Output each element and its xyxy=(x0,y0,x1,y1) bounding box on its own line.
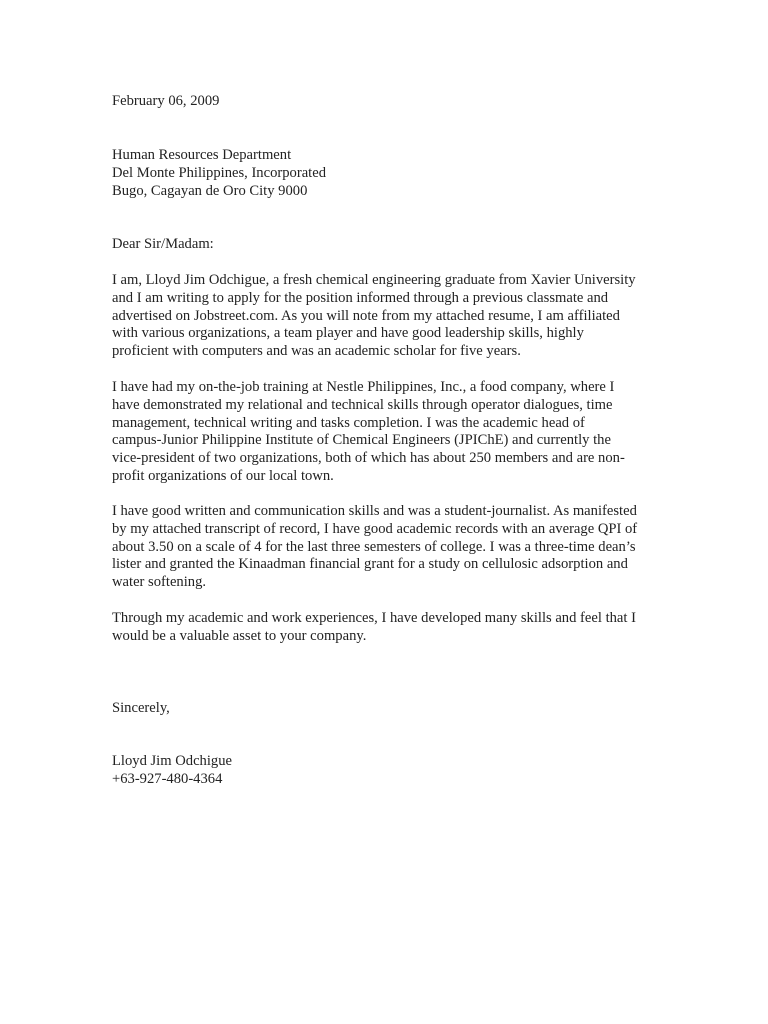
paragraph-line: by my attached transcript of record, I have good academic records with an average QPI of xyxy=(112,520,638,537)
paragraph-line: vice-president of two organizations, both of which has about 250 members and are non- xyxy=(112,450,625,467)
paragraph-line: with various organizations, a team player and have good leadership skills, highly xyxy=(112,325,584,342)
paragraph-introduction xyxy=(112,272,636,361)
paragraph-line: about 3.50 on a scale of 4 for the last three semesters of college. I was a three-time dean’s xyxy=(112,538,636,555)
paragraph-line: I am, Lloyd Jim Odchigue, a fresh chemical engineering graduate from Xavier University xyxy=(112,272,636,288)
recipient-city: Bugo, Cagayan de Oro City 9000 xyxy=(112,182,308,199)
paragraph-training xyxy=(112,379,625,486)
signature-name: Lloyd Jim Odchigue xyxy=(112,753,232,769)
paragraph-conclusion xyxy=(112,610,636,646)
recipient-company: Del Monte Philippines, Incorporated xyxy=(112,164,326,181)
salutation-text: Dear Sir/Madam: xyxy=(112,236,214,252)
paragraph-line: I have had my on-the-job training at Nestle Philippines, Inc., a food company, where I xyxy=(112,379,615,395)
paragraph-line: and I am writing to apply for the position informed through a previous classmate and xyxy=(112,289,609,306)
closing xyxy=(112,700,170,718)
paragraph-line: water softening. xyxy=(112,574,207,591)
recipient-address xyxy=(112,147,326,200)
closing-text: Sincerely, xyxy=(112,700,170,716)
signature-block xyxy=(112,753,232,789)
recipient-department: Human Resources Department xyxy=(112,147,292,163)
paragraph-line: campus-Junior Philippine Institute of Chemical Engineers (JPIChE) and currently the xyxy=(112,432,611,449)
paragraph-line: management, technical writing and tasks completion. I was the academic head of xyxy=(112,414,585,431)
paragraph-line: proficient with computers and was an academic scholar for five years. xyxy=(112,343,521,360)
paragraph-academics xyxy=(112,503,637,592)
paragraph-line: profit organizations of our local town. xyxy=(112,467,334,484)
paragraph-line: Through my academic and work experiences, I have developed many skills and feel that I xyxy=(112,610,636,626)
paragraph-line: I have good written and communication skills and was a student-journalist. As manifested xyxy=(112,503,637,519)
paragraph-line: advertised on Jobstreet.com. As you will note from my attached resume, I am affiliated xyxy=(112,307,620,324)
letter-date xyxy=(112,93,219,111)
paragraph-line: lister and granted the Kinaadman financial grant for a study on cellulosic adsorption and xyxy=(112,556,628,573)
signature-phone: +63-927-480-4364 xyxy=(112,770,223,787)
salutation xyxy=(112,236,214,254)
paragraph-line: would be a valuable asset to your company. xyxy=(112,627,367,644)
date-text: February 06, 2009 xyxy=(112,93,220,109)
paragraph-line: have demonstrated my relational and technical skills through operator dialogues, time xyxy=(112,396,613,413)
